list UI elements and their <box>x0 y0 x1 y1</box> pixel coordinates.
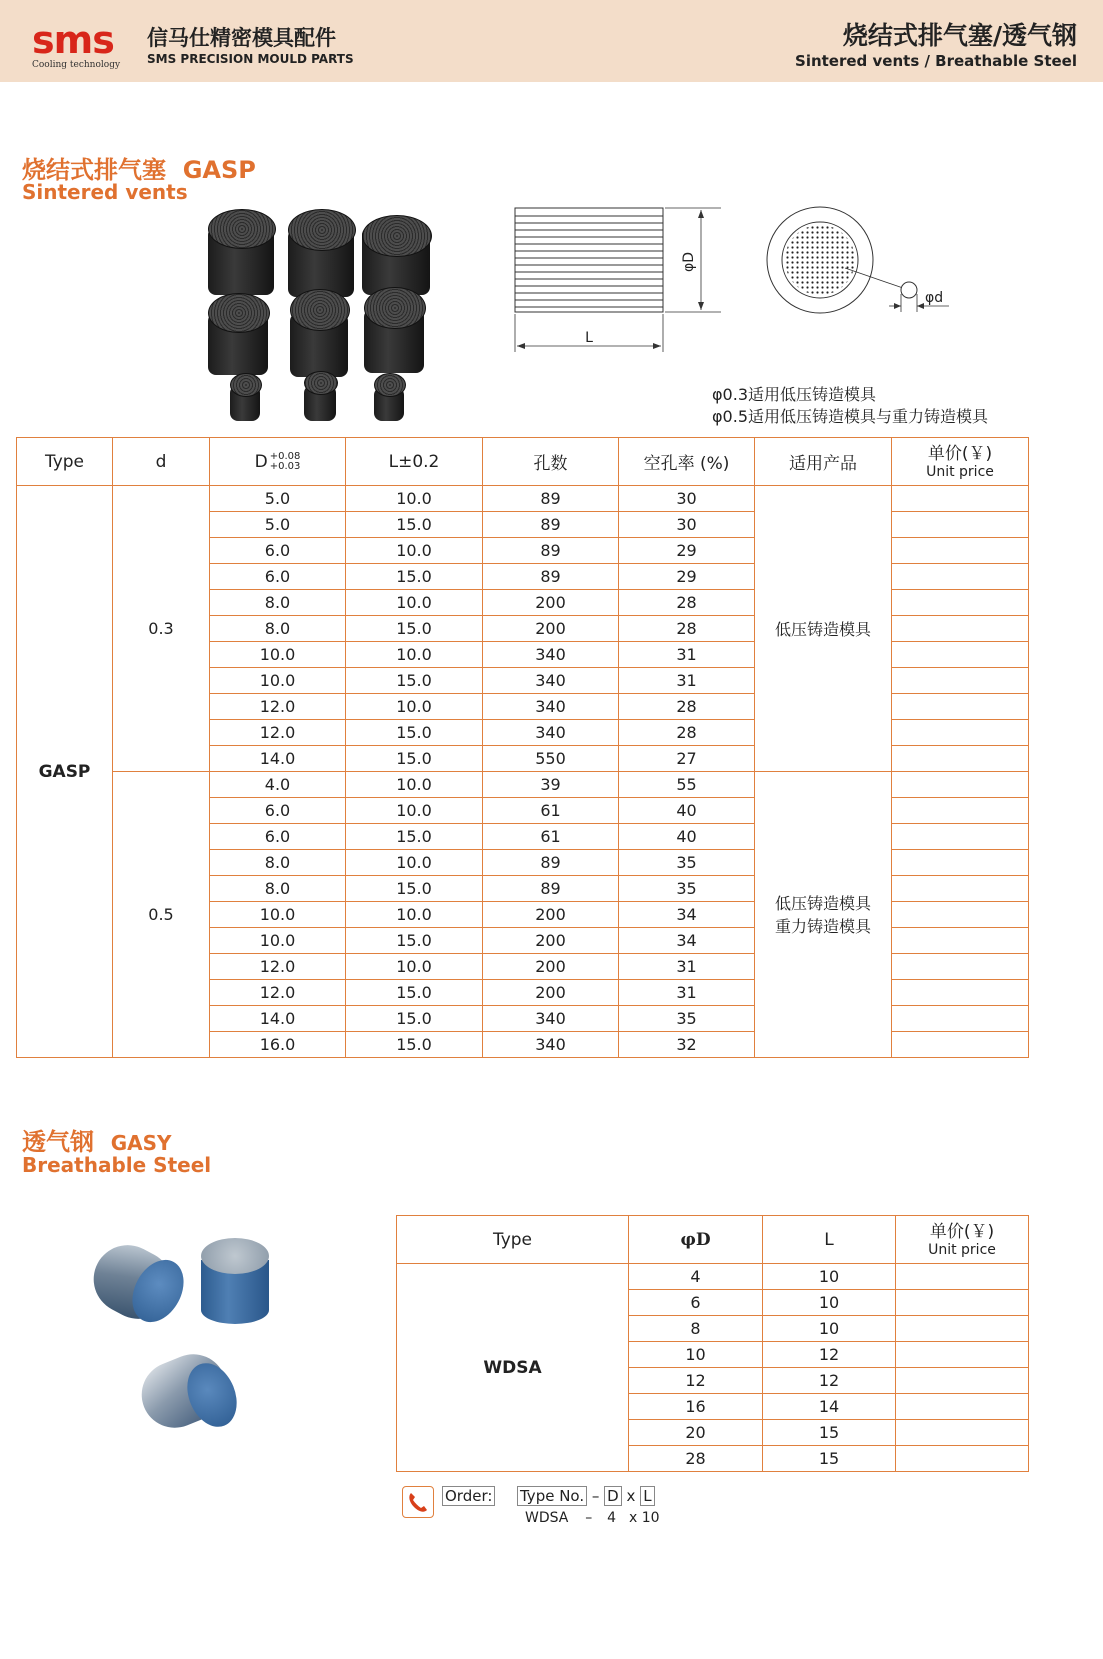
cell-price <box>892 928 1029 954</box>
cell-porosity: 28 <box>619 720 755 746</box>
order-label: Order: <box>442 1486 495 1506</box>
cell-L: 15.0 <box>346 876 483 902</box>
wdsa-header-type: Type <box>397 1216 629 1264</box>
cell-holes: 39 <box>483 772 619 798</box>
wdsa-table-body <box>397 1264 1029 1472</box>
cell-porosity: 34 <box>619 928 755 954</box>
company-name-en: SMS PRECISION MOULD PARTS <box>147 52 354 66</box>
technical-drawing <box>505 200 965 370</box>
cell-porosity: 29 <box>619 564 755 590</box>
header-holes: 孔数 <box>483 438 619 486</box>
cell-price <box>896 1316 1029 1342</box>
header-price-en: Unit price <box>926 463 994 480</box>
cell-price <box>896 1446 1029 1472</box>
cell-porosity: 35 <box>619 850 755 876</box>
cell-price <box>896 1368 1029 1394</box>
cell-price <box>896 1264 1029 1290</box>
gasp-header-row <box>17 438 1029 486</box>
wdsa-header-price-cn: 单价(￥) <box>929 1221 995 1242</box>
cell-D: 6.0 <box>210 564 346 590</box>
example-x: x <box>629 1510 638 1526</box>
d-cell: 0.3 <box>113 486 210 772</box>
section1-title-code: GASP <box>182 156 256 184</box>
cell-L: 12 <box>763 1368 896 1394</box>
dim-label-D: φD <box>681 251 697 273</box>
cell-L: 10 <box>763 1316 896 1342</box>
cell-porosity: 28 <box>619 616 755 642</box>
cell-holes: 61 <box>483 824 619 850</box>
cell-holes: 200 <box>483 590 619 616</box>
cell-L: 15.0 <box>346 746 483 772</box>
cell-holes: 200 <box>483 928 619 954</box>
cell-D: 12.0 <box>210 694 346 720</box>
cell-porosity: 34 <box>619 902 755 928</box>
logo-text: sms <box>32 18 114 62</box>
order-type-no: Type No. <box>517 1486 587 1506</box>
section2-title-en: Breathable Steel <box>22 1153 212 1177</box>
cell-price <box>892 694 1029 720</box>
header-price <box>892 438 1029 486</box>
cell-holes: 200 <box>483 980 619 1006</box>
cell-D: 28 <box>629 1446 763 1472</box>
cell-holes: 61 <box>483 798 619 824</box>
cell-price <box>892 876 1029 902</box>
product-line: 低压铸造模具 <box>774 893 871 913</box>
cell-D: 16 <box>629 1394 763 1420</box>
cell-L: 10.0 <box>346 590 483 616</box>
cell-holes: 89 <box>483 486 619 512</box>
cell-price <box>892 486 1029 512</box>
cell-porosity: 40 <box>619 824 755 850</box>
cell-holes: 200 <box>483 616 619 642</box>
wdsa-table <box>396 1215 1029 1472</box>
logo-tagline: Cooling technology <box>32 60 121 70</box>
table-row <box>17 486 1029 512</box>
cell-D: 10.0 <box>210 902 346 928</box>
cell-holes: 89 <box>483 512 619 538</box>
cell-holes: 340 <box>483 694 619 720</box>
cell-price <box>892 720 1029 746</box>
section2-title <box>22 1122 172 1157</box>
order-x: x <box>626 1487 636 1505</box>
cell-price <box>892 668 1029 694</box>
cell-D: 6.0 <box>210 824 346 850</box>
cell-L: 12 <box>763 1342 896 1368</box>
header-price-cn: 单价(￥) <box>927 443 993 464</box>
cell-L: 10.0 <box>346 538 483 564</box>
cell-porosity: 35 <box>619 1006 755 1032</box>
section1-title-en: Sintered vents <box>22 180 188 204</box>
cell-porosity: 32 <box>619 1032 755 1058</box>
side-view <box>515 208 721 352</box>
cell-D: 5.0 <box>210 512 346 538</box>
cell-L: 15.0 <box>346 616 483 642</box>
cell-holes: 340 <box>483 1006 619 1032</box>
cell-D: 10.0 <box>210 928 346 954</box>
cell-holes: 89 <box>483 564 619 590</box>
cell-L: 10.0 <box>346 902 483 928</box>
header-porosity: 空孔率 (%) <box>619 438 755 486</box>
cell-D: 12.0 <box>210 980 346 1006</box>
sintered-vents-photo <box>200 205 440 425</box>
cell-price <box>892 1006 1029 1032</box>
cell-D: 8.0 <box>210 616 346 642</box>
table-row <box>397 1264 1029 1290</box>
cell-L: 10.0 <box>346 486 483 512</box>
order-example <box>525 1510 660 1526</box>
cell-price <box>892 798 1029 824</box>
header-L: L±0.2 <box>346 438 483 486</box>
example-D: 4 <box>607 1510 617 1526</box>
section2-title-code: GASY <box>110 1131 172 1155</box>
example-type: WDSA <box>525 1510 569 1526</box>
cell-price <box>892 1032 1029 1058</box>
cell-porosity: 27 <box>619 746 755 772</box>
cell-price <box>892 902 1029 928</box>
cell-L: 15.0 <box>346 824 483 850</box>
front-view <box>767 207 949 313</box>
cell-D: 8 <box>629 1316 763 1342</box>
cell-D: 10.0 <box>210 668 346 694</box>
cell-D: 4 <box>629 1264 763 1290</box>
cell-price <box>892 538 1029 564</box>
note-0: φ0.3适用低压铸造模具 <box>712 385 877 404</box>
header-type: Type <box>17 438 113 486</box>
cell-price <box>892 590 1029 616</box>
wdsa-type-cell: WDSA <box>397 1264 629 1472</box>
cell-porosity: 55 <box>619 772 755 798</box>
cell-L: 15 <box>763 1446 896 1472</box>
cell-porosity: 35 <box>619 876 755 902</box>
cell-L: 14 <box>763 1394 896 1420</box>
cell-price <box>892 850 1029 876</box>
product-cell: 低压铸造模具 <box>755 486 892 772</box>
cell-porosity: 31 <box>619 954 755 980</box>
cell-L: 10.0 <box>346 954 483 980</box>
cell-price <box>896 1420 1029 1446</box>
example-L: 10 <box>641 1510 660 1526</box>
company-name-cn: 信马仕精密模具配件 <box>147 26 336 50</box>
section1-title-cn: 烧结式排气塞 <box>22 156 166 184</box>
sms-logo <box>28 12 128 72</box>
cell-holes: 89 <box>483 876 619 902</box>
header-D <box>210 438 346 486</box>
header-title-cn: 烧结式排气塞/透气钢 <box>842 21 1077 50</box>
cell-L: 10 <box>763 1290 896 1316</box>
cell-holes: 340 <box>483 1032 619 1058</box>
cell-D: 10.0 <box>210 642 346 668</box>
section2-title-cn: 透气钢 <box>22 1128 94 1156</box>
header-d: d <box>113 438 210 486</box>
cell-price <box>892 980 1029 1006</box>
cell-D: 14.0 <box>210 746 346 772</box>
product-line: 重力铸造模具 <box>774 916 871 936</box>
cell-D: 4.0 <box>210 772 346 798</box>
cell-D: 12.0 <box>210 954 346 980</box>
cell-D: 14.0 <box>210 1006 346 1032</box>
wdsa-header-L: L <box>763 1216 896 1264</box>
cell-price <box>892 746 1029 772</box>
cell-price <box>892 824 1029 850</box>
order-L: L <box>640 1486 654 1506</box>
d-cell: 0.5 <box>113 772 210 1058</box>
gasp-table-body <box>17 486 1029 1058</box>
cell-L: 15.0 <box>346 512 483 538</box>
cell-D: 8.0 <box>210 876 346 902</box>
cell-porosity: 28 <box>619 590 755 616</box>
cell-L: 10 <box>763 1264 896 1290</box>
cell-D: 12.0 <box>210 720 346 746</box>
cell-price <box>892 954 1029 980</box>
cell-L: 10.0 <box>346 642 483 668</box>
cell-holes: 340 <box>483 720 619 746</box>
order-dash: – <box>591 1487 600 1505</box>
wdsa-header-D: φD <box>629 1216 763 1264</box>
cell-L: 15.0 <box>346 720 483 746</box>
cell-holes: 89 <box>483 850 619 876</box>
cell-D: 20 <box>629 1420 763 1446</box>
cell-L: 15 <box>763 1420 896 1446</box>
type-cell: GASP <box>17 486 113 1058</box>
cell-D: 10 <box>629 1342 763 1368</box>
example-dash: – <box>585 1510 593 1526</box>
cell-holes: 340 <box>483 642 619 668</box>
cell-porosity: 30 <box>619 512 755 538</box>
cell-porosity: 29 <box>619 538 755 564</box>
cell-holes: 89 <box>483 538 619 564</box>
cell-price <box>892 616 1029 642</box>
cell-L: 15.0 <box>346 980 483 1006</box>
header-D-label: D <box>254 451 268 472</box>
cell-porosity: 28 <box>619 694 755 720</box>
cell-price <box>892 512 1029 538</box>
cell-porosity: 31 <box>619 980 755 1006</box>
cell-L: 10.0 <box>346 850 483 876</box>
cell-L: 10.0 <box>346 772 483 798</box>
cell-D: 6 <box>629 1290 763 1316</box>
cell-holes: 200 <box>483 954 619 980</box>
cell-D: 8.0 <box>210 590 346 616</box>
cell-D: 16.0 <box>210 1032 346 1058</box>
cell-L: 10.0 <box>346 798 483 824</box>
cell-L: 15.0 <box>346 564 483 590</box>
cell-price <box>896 1290 1029 1316</box>
table-row <box>17 772 1029 798</box>
dim-label-L: L <box>585 330 593 346</box>
order-format <box>442 1487 655 1505</box>
cell-price <box>892 564 1029 590</box>
cell-L: 15.0 <box>346 928 483 954</box>
cell-L: 15.0 <box>346 668 483 694</box>
cell-price <box>892 772 1029 798</box>
cell-holes: 340 <box>483 668 619 694</box>
cell-price <box>892 642 1029 668</box>
wdsa-header-row <box>397 1216 1029 1264</box>
tol-lower: +0.03 <box>269 460 301 472</box>
cell-holes: 550 <box>483 746 619 772</box>
order-D: D <box>604 1486 622 1506</box>
cell-D: 6.0 <box>210 538 346 564</box>
page-header <box>0 0 1103 82</box>
gasp-table <box>16 437 1029 1058</box>
cell-D: 8.0 <box>210 850 346 876</box>
cell-porosity: 31 <box>619 668 755 694</box>
cell-L: 15.0 <box>346 1032 483 1058</box>
cell-D: 12 <box>629 1368 763 1394</box>
cell-D: 6.0 <box>210 798 346 824</box>
cell-D: 5.0 <box>210 486 346 512</box>
breathable-steel-photo <box>85 1230 285 1440</box>
cell-L: 15.0 <box>346 1006 483 1032</box>
header-product: 适用产品 <box>755 438 892 486</box>
phone-icon <box>402 1486 434 1518</box>
cell-porosity: 30 <box>619 486 755 512</box>
tol-upper: +0.08 <box>269 450 301 462</box>
cell-price <box>896 1394 1029 1420</box>
cell-porosity: 31 <box>619 642 755 668</box>
cell-porosity: 40 <box>619 798 755 824</box>
header-title-en: Sintered vents / Breathable Steel <box>795 52 1077 70</box>
wdsa-header-price <box>896 1216 1029 1264</box>
product-cell <box>755 772 892 1058</box>
cell-price <box>896 1342 1029 1368</box>
dim-label-d: φd <box>925 290 944 306</box>
cell-holes: 200 <box>483 902 619 928</box>
wdsa-header-price-en: Unit price <box>928 1241 996 1258</box>
note-1: φ0.5适用低压铸造模具与重力铸造模具 <box>712 407 989 426</box>
header-D-tolerance <box>270 452 301 472</box>
cell-L: 10.0 <box>346 694 483 720</box>
